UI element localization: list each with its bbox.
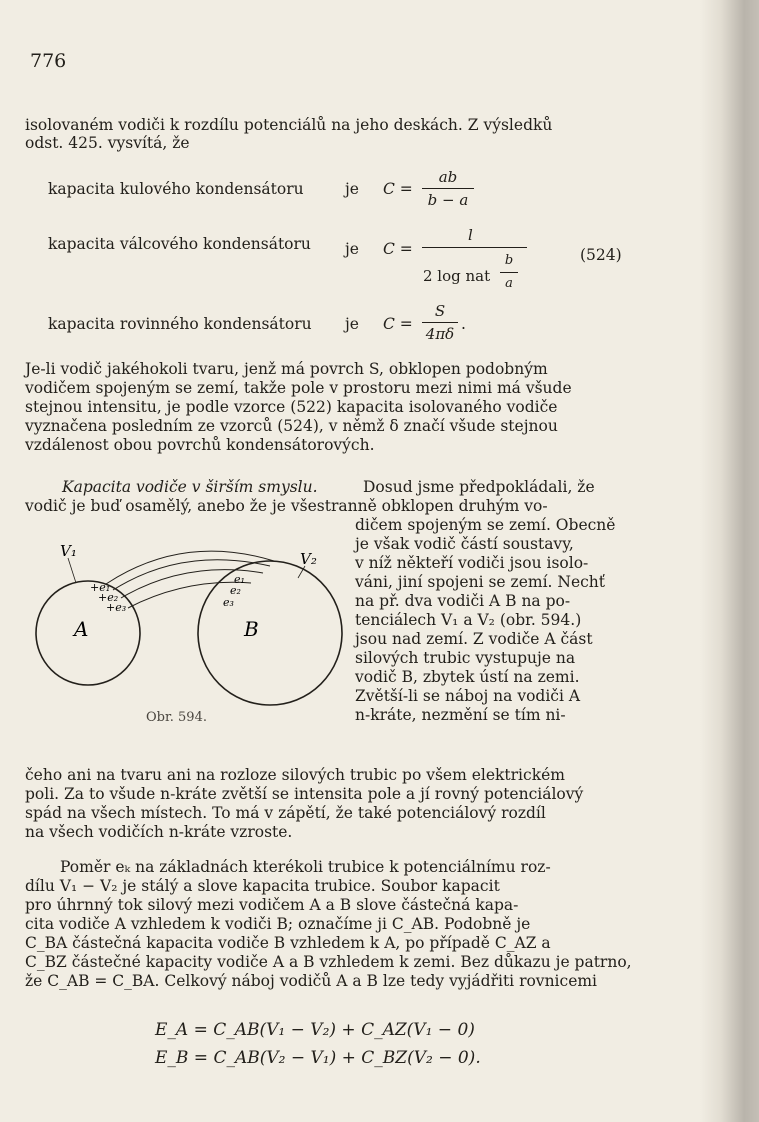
eq-planar-fraction: [422, 302, 458, 343]
para1-line: vyznačena posledním ze vzorců (524), v němž δ značí všude stejnou: [25, 417, 558, 435]
label-e-B: e₂: [230, 584, 241, 597]
wrap-line: tenciálech V₁ a V₂ (obr. 594.): [355, 611, 582, 629]
intro-line: isolovaném vodiči k rozdílu potenciálů na jeho deskách. Z výsledků: [25, 116, 553, 134]
para3-line: C_BA částečná kapacita vodiče B vzhledem k A, po případě C_AZ a: [25, 934, 551, 952]
label-A: A: [74, 617, 89, 641]
para3-line: dílu V₁ − V₂ je stálý a slove kapacita trubice. Soubor kapacit: [25, 877, 500, 895]
final-equation-EB: E_B = C_AB(V₂ − V₁) + C_BZ(V₂ − 0).: [155, 1048, 481, 1068]
eq-planar-tail: .: [461, 315, 466, 333]
eq-cylindrical-je: je: [345, 240, 359, 258]
field-tube-line: [106, 551, 274, 584]
intro-line: odst. 425. vysvítá, že: [25, 134, 190, 152]
eq-spherical-fraction: [422, 168, 474, 209]
eq-planar-denominator: 4πδ: [425, 325, 455, 343]
para-cont-line: spád na všech místech. To má v zápětí, že také potenciálový rozdíl: [25, 804, 546, 822]
label-B: B: [244, 617, 259, 641]
page-edge-shadow: [700, 0, 759, 1122]
eq-spherical-je: je: [345, 180, 359, 198]
wrap-line: je však vodič částí soustavy,: [355, 535, 574, 553]
figure-caption: Obr. 594.: [146, 710, 207, 725]
para3-line: C_BZ částečné kapacity vodiče A a B vzhledem k zemi. Bez důkazu je patrno,: [25, 953, 632, 971]
v1-pointer: [68, 558, 76, 583]
label-e-A: +e₃: [106, 601, 127, 614]
eq-planar-label: kapacita rovinného kondensátoru: [48, 315, 312, 333]
wrap-line: dičem spojeným se zemí. Obecně: [355, 516, 616, 534]
eq-spherical-denominator: b − a: [427, 191, 469, 209]
para1-line: stejnou intensitu, je podle vzorce (522) kapacita isolovaného vodiče: [25, 398, 558, 416]
para3-line: Poměr eₖ na základnách kterékoli trubice k potenciálnímu roz-: [60, 858, 551, 876]
label-e-A: +e₁: [90, 581, 111, 594]
eq-cylindrical-label: kapacita válcového kondensátoru: [48, 235, 311, 253]
wrap-line: vodič B, zbytek ústí na zemi.: [355, 668, 580, 686]
wrap-line: na př. dva vodiči A B na po-: [355, 592, 571, 610]
para1-line: Je-li vodič jakéhokoli tvaru, jenž má povrch S, obklopen podobným: [25, 360, 548, 378]
final-equation-EA: E_A = C_AB(V₁ − V₂) + C_AZ(V₁ − 0): [155, 1020, 475, 1040]
eq-spherical-numerator: ab: [438, 168, 458, 186]
wrap-line: v níž někteří vodiči jsou isolo-: [355, 554, 589, 572]
eq-cylindrical-bar: [422, 247, 527, 248]
page-number: 776: [30, 50, 67, 72]
wrap-line: váni, jiní spojeni se zemí. Nechť: [355, 573, 606, 591]
para-cont-line: na všech vodičích n-kráte vzroste.: [25, 823, 293, 841]
section-second-line: vodič je buď osamělý, anebo že je všestranně obklopen druhým vo-: [25, 497, 548, 515]
eq-cylindrical-inner-fraction: [500, 252, 518, 293]
wrap-line: Zvětší-li se náboj na vodiči A: [355, 687, 581, 705]
eq-planar-je: je: [345, 315, 359, 333]
label-V2: V₂: [300, 550, 317, 568]
eq-spherical-lhs: C =: [383, 180, 413, 198]
section-first-line-rest: Dosud jsme předpokládali, že: [363, 478, 595, 496]
wrap-line: silových trubic vystupuje na: [355, 649, 576, 667]
eq-spherical-label: kapacita kulového kondensátoru: [48, 180, 304, 198]
para1-line: vodičem spojeným se zemí, takže pole v prostoru mezi nimi má všude: [25, 379, 572, 397]
para3-line: že C_AB = C_BA. Celkový náboj vodičů A a B lze tedy vyjádřiti rovnicemi: [25, 972, 598, 990]
wrap-line: jsou nad zemí. Z vodiče A část: [355, 630, 593, 648]
label-V1: V₁: [60, 542, 77, 560]
eq-planar-numerator: S: [434, 302, 446, 320]
section-heading: Kapacita vodiče v širším smyslu.: [62, 478, 318, 496]
para-cont-line: čeho ani na tvaru ani na rozloze silových trubic po všem elektrickém: [25, 766, 565, 784]
eq-cylindrical-numerator: l: [468, 226, 473, 244]
para1-line: vzdálenost obou povrchů kondensátorových.: [25, 436, 375, 454]
eq-cylindrical-den-prefix: 2 log nat: [423, 267, 491, 285]
eq-cylindrical-lhs: C =: [383, 240, 413, 258]
label-e-A: +e₂: [98, 591, 119, 604]
label-e-B: e₃: [223, 596, 234, 609]
para-cont-line: poli. Za to všude n-kráte zvětší se intensita pole a jí rovný potenciálový: [25, 785, 584, 803]
label-e-B: e₁: [234, 573, 245, 586]
para3-line: pro úhrnný tok silový mezi vodičem A a B slove částečná kapa-: [25, 896, 519, 914]
eq-number: (524): [580, 246, 622, 264]
wrap-line: n-kráte, nezmění se tím ni-: [355, 706, 566, 724]
eq-planar-lhs: C =: [383, 315, 413, 333]
eq-cylindrical-inner-den: a: [505, 276, 513, 291]
para3-line: cita vodiče A vzhledem k vodiči B; označíme ji C_AB. Podobně je: [25, 915, 531, 933]
eq-cylindrical-inner-num: b: [504, 253, 514, 268]
